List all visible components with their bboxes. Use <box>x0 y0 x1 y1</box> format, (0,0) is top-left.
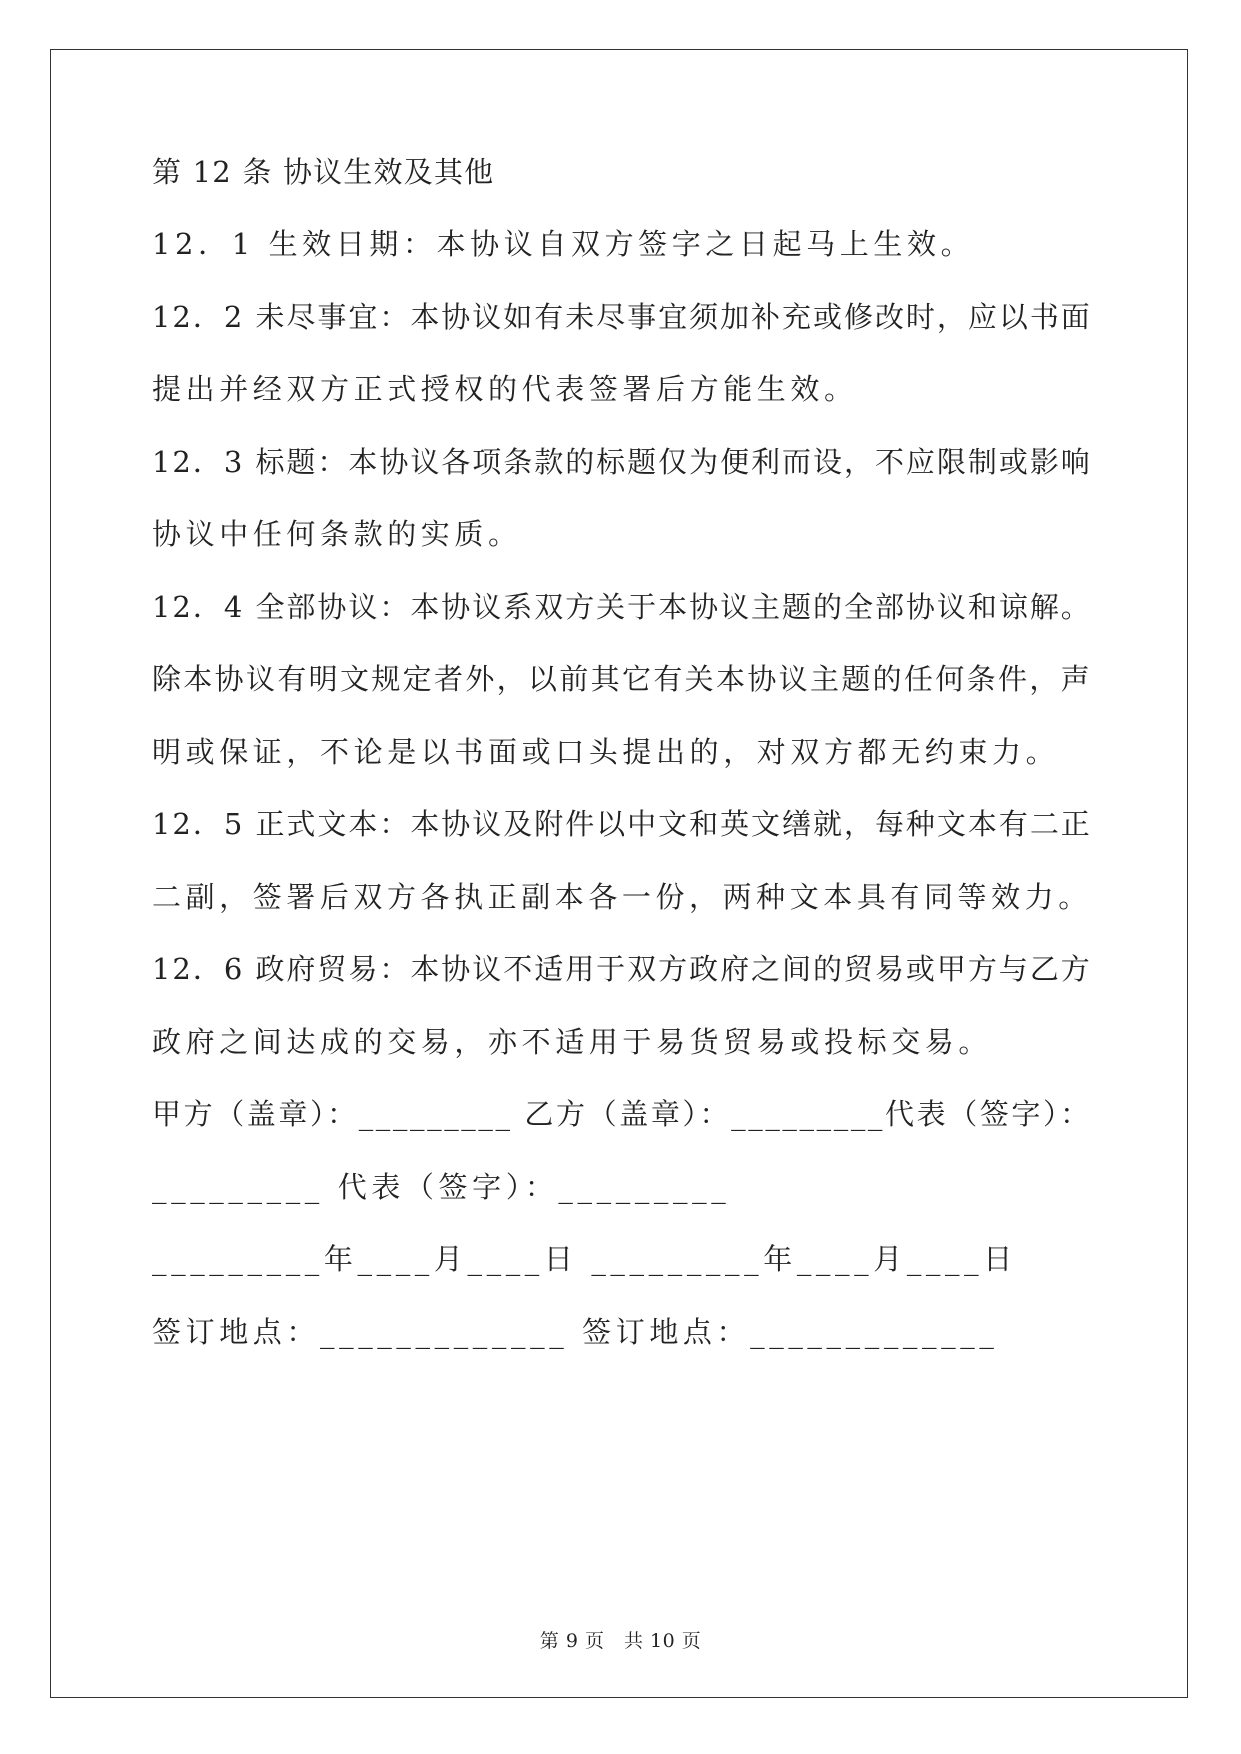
signature-party-line: 甲方（盖章）：_________ 乙方（盖章）：_________代表（签字）： <box>152 1097 1092 1131</box>
signature-date-line: _________年____月____日 _________年____月____日 <box>152 1242 1017 1276</box>
article-heading: 第 12 条 协议生效及其他 <box>152 155 495 189</box>
clause-12-2-line-1: 12．2 未尽事宜：本协议如有未尽事宜须加补充或修改时，应以书面 <box>152 300 1092 334</box>
clause-12-5-line-1: 12．5 正式文本：本协议及附件以中文和英文缮就，每种文本有二正 <box>152 807 1092 841</box>
clause-12-5-line-2: 二副，签署后双方各执正副本各一份，两种文本具有同等效力。 <box>152 880 1092 914</box>
clause-12-2-line-2: 提出并经双方正式授权的代表签署后方能生效。 <box>152 372 858 406</box>
clause-12-1-effective-date: 12．1 生效日期：本协议自双方签字之日起马上生效。 <box>152 227 975 261</box>
clause-12-4-line-1: 12．4 全部协议：本协议系双方关于本协议主题的全部协议和谅解。 <box>152 590 1092 624</box>
signing-place-line: 签订地点：_____________ 签订地点：_____________ <box>152 1315 999 1349</box>
clause-12-4-line-3: 明或保证，不论是以书面或口头提出的，对双方都无约束力。 <box>152 735 1060 769</box>
signature-representative-line: _________ 代表（签字）：_________ <box>152 1170 731 1204</box>
page-number-footer: 第 9 页 共 10 页 <box>539 1630 702 1652</box>
clause-12-3-line-2: 协议中任何条款的实质。 <box>152 517 522 551</box>
clause-12-4-line-2: 除本协议有明文规定者外，以前其它有关本协议主题的任何条件，声 <box>152 662 1093 696</box>
clause-12-6-line-2: 政府之间达成的交易，亦不适用于易货贸易或投标交易。 <box>152 1025 993 1059</box>
clause-12-3-line-1: 12．3 标题：本协议各项条款的标题仅为便利而设，不应限制或影响 <box>152 445 1092 479</box>
clause-12-6-line-1: 12．6 政府贸易：本协议不适用于双方政府之间的贸易或甲方与乙方 <box>152 952 1092 986</box>
